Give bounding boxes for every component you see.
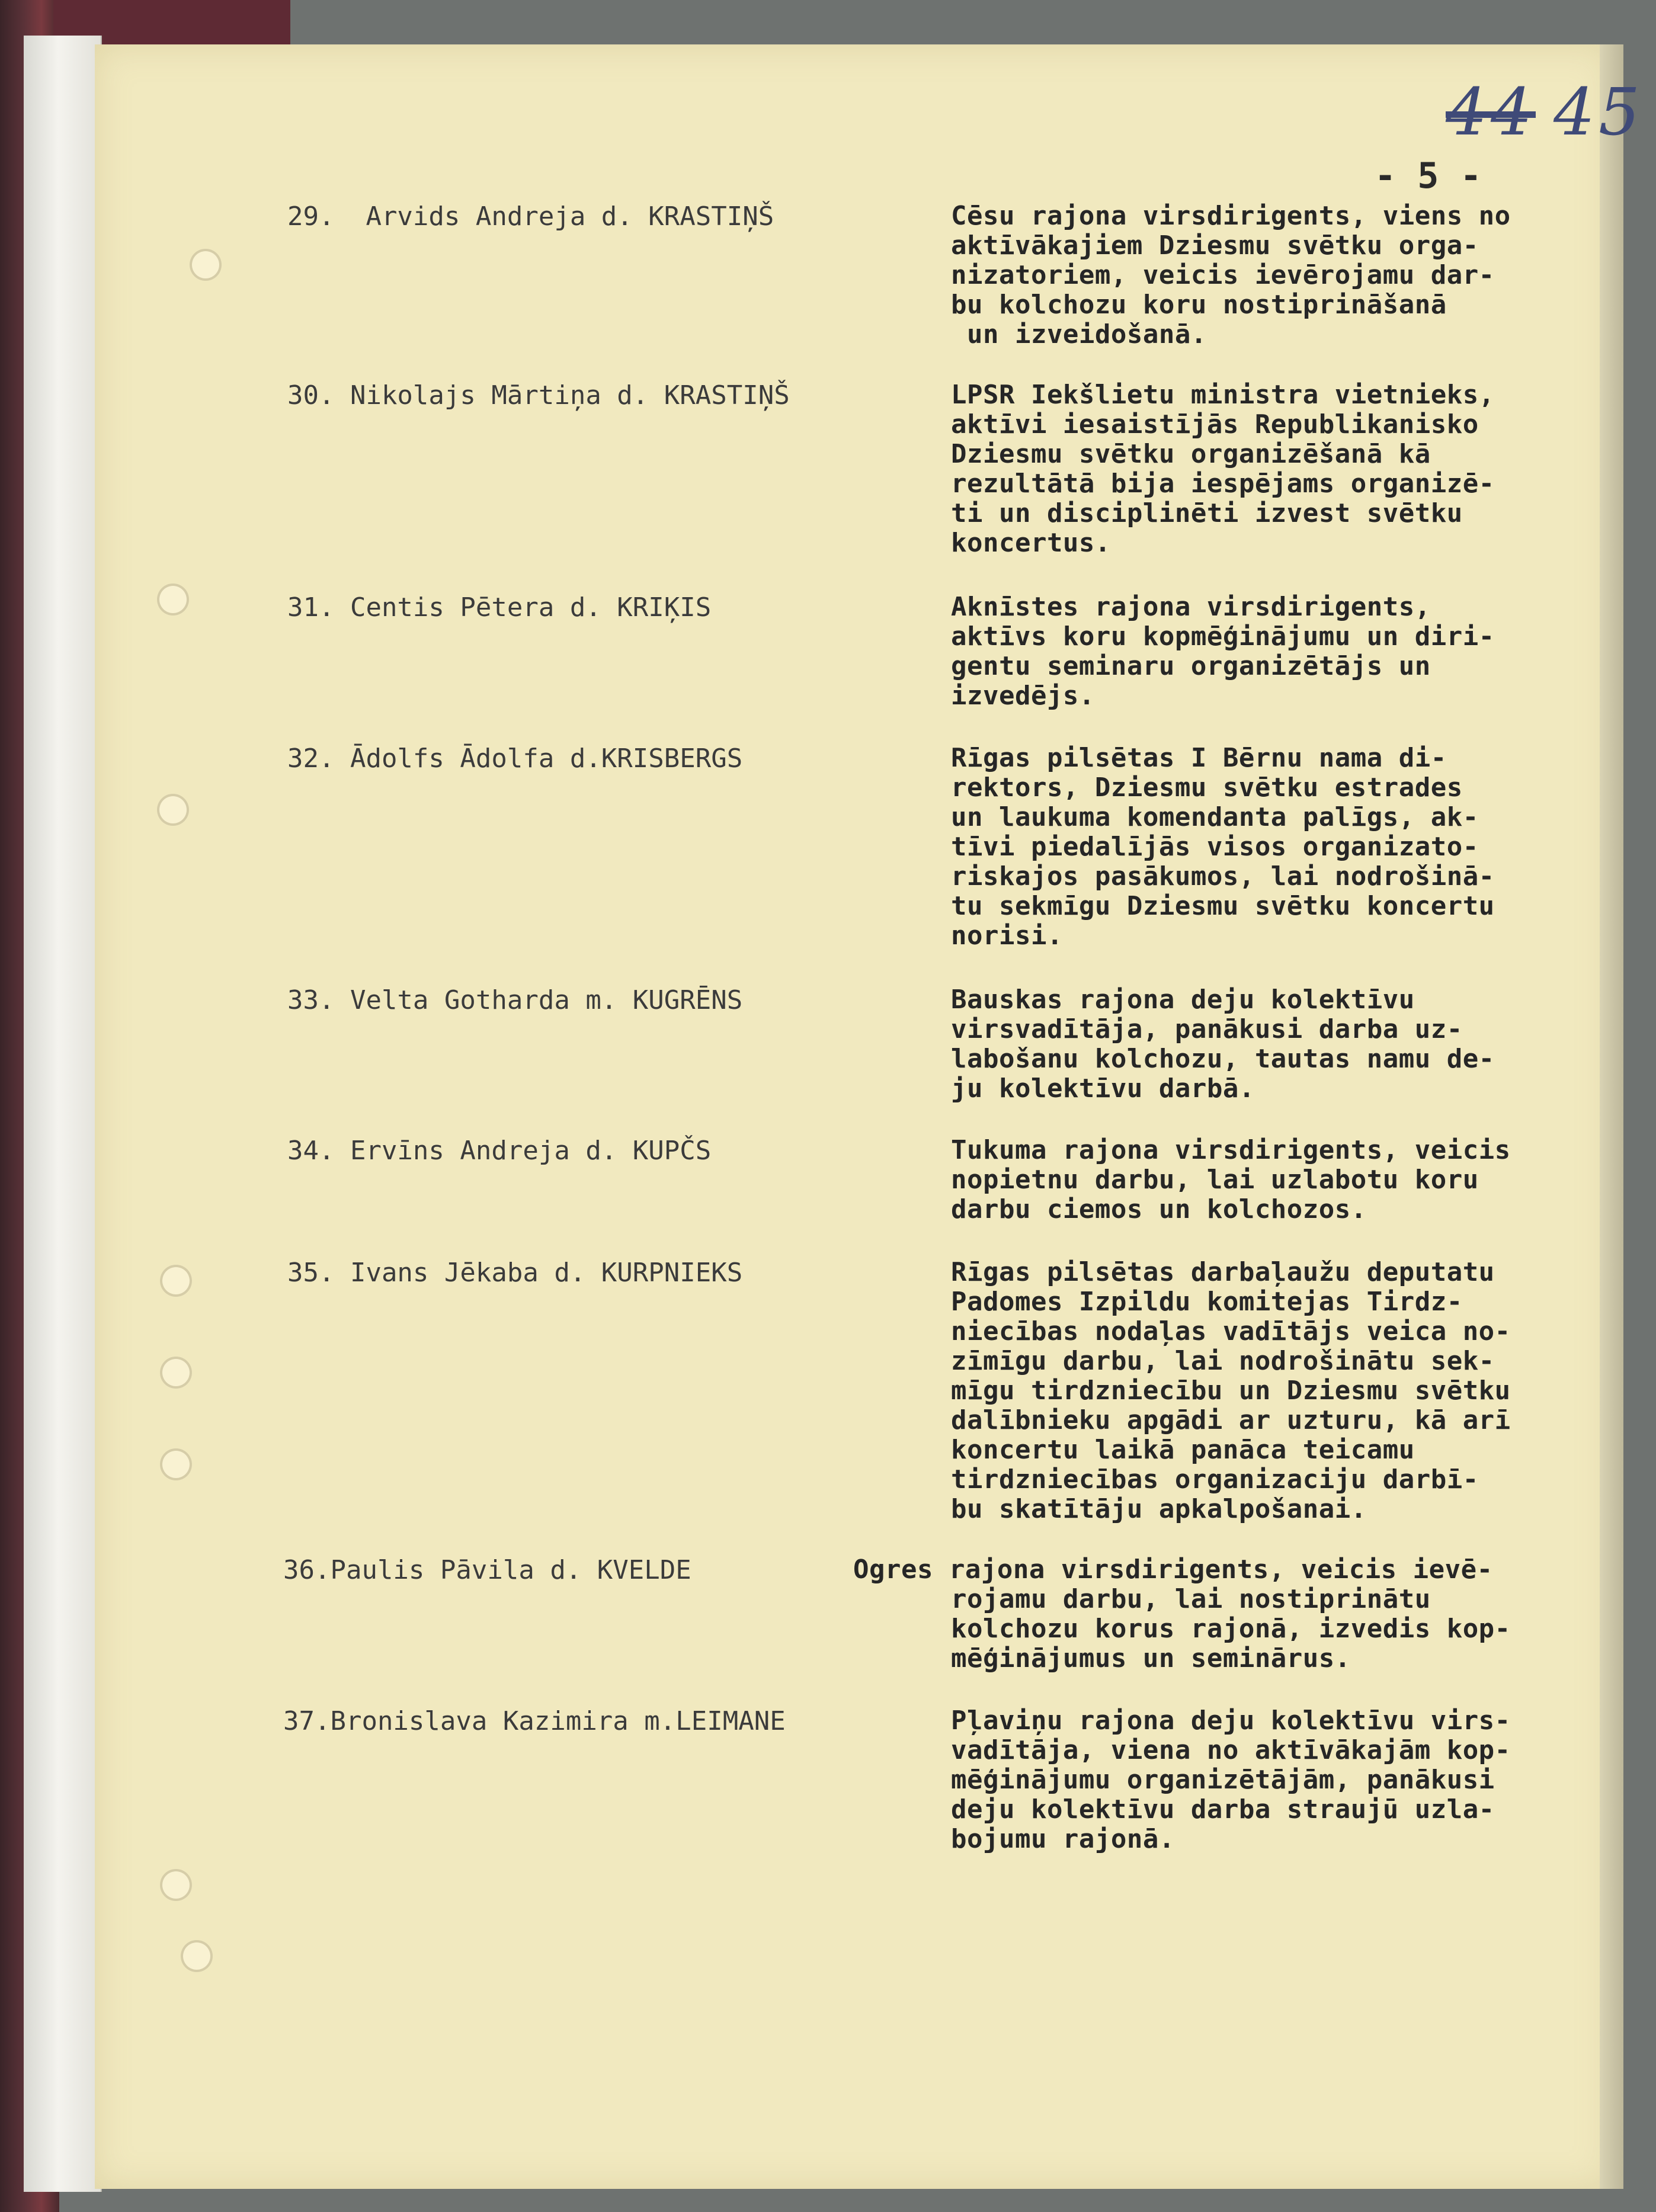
archive-folio-current: 45 bbox=[1553, 74, 1644, 150]
entry-line: aktīvs koru kopmēģinājumu un diri- bbox=[951, 621, 1495, 652]
punch-hole bbox=[157, 794, 189, 826]
entry-name: 34. Ervīns Andreja d. KUPČS bbox=[287, 1136, 712, 1166]
punch-hole bbox=[160, 1265, 192, 1297]
entry-description bbox=[951, 1136, 1597, 1224]
entry-name: 31. Centis Pētera d. KRIĶIS bbox=[287, 592, 712, 623]
entry-name: 30. Nikolajs Mārtiņa d. KRASTIŅŠ bbox=[287, 380, 790, 411]
entry-line: Ogres rajona virsdirigents, veicis ievē- bbox=[853, 1554, 1493, 1585]
entry-line: gentu seminaru organizētājs un bbox=[951, 651, 1431, 681]
entry-line: rezultātā bija iespējams organizē- bbox=[951, 469, 1495, 499]
punch-hole bbox=[160, 1357, 192, 1389]
entry-line: bu skatītāju apkalpošanai. bbox=[951, 1494, 1367, 1524]
entry-line: tirdzniecības organizaciju darbī- bbox=[951, 1464, 1479, 1495]
entry-line: Padomes Izpildu komitejas Tirdz- bbox=[951, 1287, 1463, 1317]
entry-line: mēģinājumus un seminārus. bbox=[951, 1643, 1351, 1674]
entry-line: Rīgas pilsētas I Bērnu nama di- bbox=[951, 743, 1447, 773]
entry-line: labošanu kolchozu, tautas namu de- bbox=[951, 1044, 1495, 1074]
entry-name: 33. Velta Gotharda m. KUGRĒNS bbox=[287, 985, 743, 1015]
entry-line: nopietnu darbu, lai uzlabotu koru bbox=[951, 1165, 1479, 1195]
entry-line: dalībnieku apgādi ar uzturu, kā arī bbox=[951, 1405, 1511, 1435]
entry-description bbox=[951, 201, 1597, 350]
entry-line: tīvi piedalījās visos organizato- bbox=[951, 832, 1479, 862]
punch-hole bbox=[160, 1869, 192, 1901]
entry-name: 35. Ivans Jēkaba d. KURPNIEKS bbox=[287, 1258, 743, 1288]
entry-description bbox=[951, 592, 1597, 711]
entry-description bbox=[853, 1555, 1597, 1674]
punch-hole bbox=[190, 249, 222, 281]
entry-line: bu kolchozu koru nostiprināšanā bbox=[951, 290, 1447, 320]
page-number: - 5 - bbox=[1375, 155, 1482, 197]
entry-line: Aknīstes rajona virsdirigents, bbox=[951, 592, 1431, 622]
entry-line: niecības nodaļas vadītājs veica no- bbox=[951, 1316, 1511, 1347]
punch-hole bbox=[160, 1448, 192, 1480]
punch-hole bbox=[181, 1940, 213, 1972]
entry-description bbox=[951, 1706, 1597, 1854]
entry-line: ti un disciplinēti izvest svētku bbox=[951, 498, 1463, 528]
entry-line: koncertus. bbox=[951, 528, 1111, 558]
document-page bbox=[95, 44, 1615, 2189]
entry-name: 32. Ādolfs Ādolfa d.KRISBERGS bbox=[287, 743, 743, 774]
entry-line: aktīvi iesaistījās Republikanisko bbox=[951, 409, 1479, 440]
entry-line: Tukuma rajona virsdirigents, veicis bbox=[951, 1135, 1511, 1165]
entry-line: tu sekmīgu Dziesmu svētku koncertu bbox=[951, 891, 1495, 921]
archive-folio-struck: 44 bbox=[1446, 74, 1536, 150]
entry-line: rektors, Dziesmu svētku estrades bbox=[951, 772, 1463, 803]
entry-line: riskajos pasākumos, lai nodrošinā- bbox=[951, 861, 1495, 892]
entry-description bbox=[951, 743, 1597, 951]
entry-line: ju kolektīvu darbā. bbox=[951, 1073, 1255, 1104]
entry-line: un laukuma komendanta palīgs, ak- bbox=[951, 802, 1479, 832]
entry-name: 37.Bronislava Kazimira m.LEIMANE bbox=[283, 1706, 786, 1736]
back-sheet bbox=[24, 36, 102, 2192]
entry-line: Rīgas pilsētas darbaļaužu deputatu bbox=[951, 1257, 1495, 1287]
entry-line: rojamu darbu, lai nostiprinātu bbox=[951, 1584, 1431, 1614]
entry-line: darbu ciemos un kolchozos. bbox=[951, 1194, 1367, 1224]
entry-line: norisi. bbox=[951, 921, 1063, 951]
entry-description bbox=[951, 1258, 1597, 1524]
entry-line: bojumu rajonā. bbox=[951, 1824, 1175, 1854]
entry-line: LPSR Iekšlietu ministra vietnieks, bbox=[951, 380, 1495, 410]
entry-line: Dziesmu svētku organizēšanā kā bbox=[951, 439, 1431, 469]
archive-folio-number bbox=[1446, 74, 1644, 150]
punch-hole bbox=[157, 584, 189, 615]
entry-name: 36.Paulis Pāvila d. KVELDE bbox=[283, 1555, 691, 1585]
entry-line: Cēsu rajona virsdirigents, viens no bbox=[951, 201, 1511, 231]
entry-line: Pļaviņu rajona deju kolektīvu virs- bbox=[951, 1706, 1511, 1736]
entry-line: kolchozu korus rajonā, izvedis kop- bbox=[951, 1614, 1511, 1644]
page-edge bbox=[1600, 44, 1623, 2189]
entry-line: mēģinājumu organizētājām, panākusi bbox=[951, 1765, 1495, 1795]
entry-line: virsvadītāja, panākusi darba uz- bbox=[951, 1014, 1463, 1044]
entry-line: zīmīgu darbu, lai nodrošinātu sek- bbox=[951, 1346, 1495, 1376]
entry-line: aktīvākajiem Dziesmu svētku orga- bbox=[951, 230, 1479, 261]
entry-line: deju kolektīvu darba straujū uzla- bbox=[951, 1794, 1495, 1825]
entry-line: izvedējs. bbox=[951, 681, 1095, 711]
entry-line: Bauskas rajona deju kolektīvu bbox=[951, 985, 1415, 1015]
entry-line: vadītāja, viena no aktīvākajām kop- bbox=[951, 1735, 1511, 1765]
entry-line: koncertu laikā panāca teicamu bbox=[951, 1435, 1415, 1465]
entry-description bbox=[951, 985, 1597, 1104]
entry-line: un izveidošanā. bbox=[951, 319, 1207, 350]
entry-description bbox=[951, 380, 1597, 558]
entry-line: nizatoriem, veicis ievērojamu dar- bbox=[951, 260, 1495, 290]
entry-line: mīgu tirdzniecību un Dziesmu svētku bbox=[951, 1376, 1511, 1406]
entry-name: 29. Arvids Andreja d. KRASTIŅŠ bbox=[287, 201, 774, 232]
